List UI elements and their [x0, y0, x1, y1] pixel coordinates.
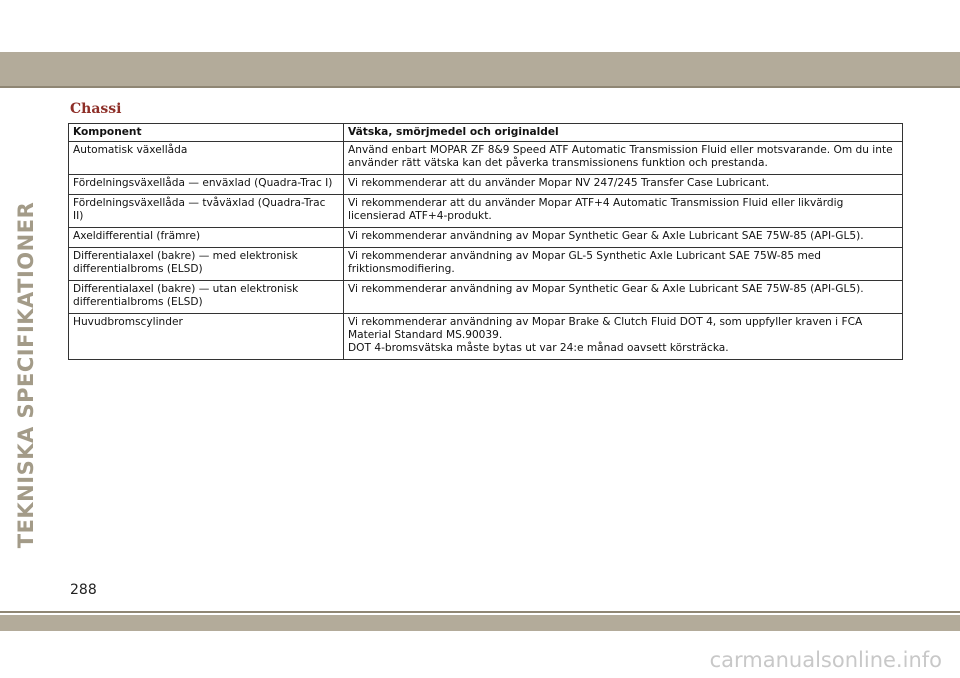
- spec-note: DOT 4-bromsvätska måste bytas ut var 24:e månad oavsett körsträcka.: [348, 342, 729, 354]
- side-chapter-label-text: TEKNISKA SPECIFIKATIONER: [14, 201, 38, 549]
- footer-band: [0, 615, 960, 631]
- component-cell: Differentialaxel (bakre) — utan elektronisk differentialbroms (ELSD): [69, 281, 344, 314]
- spec-cell: Använd enbart MOPAR ZF 8&9 Speed ATF Automatic Transmission Fluid eller motsvarande. Om du inte använder rätt vätska kan det påverka transmissionens funktion och prestanda.: [344, 142, 903, 175]
- table-row: [69, 195, 903, 228]
- spec-cell: Vi rekommenderar att du använder Mopar NV 247/245 Transfer Case Lubricant.: [344, 175, 903, 195]
- spec-cell: Vi rekommenderar att du använder Mopar ATF+4 Automatic Transmission Fluid eller likvärdig licensierad ATF+4-produkt.: [344, 195, 903, 228]
- spec-text: Vi rekommenderar användning av Mopar Brake & Clutch Fluid DOT 4, som uppfyller kraven i FCA Material Standard MS.90039.: [348, 316, 863, 341]
- table-row: [69, 248, 903, 281]
- header-rule: [0, 86, 960, 88]
- footer-rule: [0, 611, 960, 613]
- component-cell: Axeldifferential (främre): [69, 228, 344, 248]
- component-cell: Automatisk växellåda: [69, 142, 344, 175]
- table-row: [69, 142, 903, 175]
- spec-cell: [344, 314, 903, 360]
- section-title: Chassi: [70, 101, 122, 117]
- spec-cell: Vi rekommenderar användning av Mopar Synthetic Gear & Axle Lubricant SAE 75W-85 (API-GL5).: [344, 228, 903, 248]
- table-row: [69, 281, 903, 314]
- table-row: [69, 314, 903, 360]
- spec-cell: Vi rekommenderar användning av Mopar Synthetic Gear & Axle Lubricant SAE 75W-85 (API-GL5).: [344, 281, 903, 314]
- table-header-row: [69, 124, 903, 142]
- column-header-component: Komponent: [69, 124, 344, 142]
- table-row: [69, 228, 903, 248]
- site-watermark: carmanualsonline.info: [709, 648, 942, 672]
- component-cell: Fördelningsväxellåda — tvåväxlad (Quadra-Trac II): [69, 195, 344, 228]
- page-number: 288: [70, 582, 97, 598]
- spec-cell: Vi rekommenderar användning av Mopar GL-5 Synthetic Axle Lubricant SAE 75W-85 med friktionsmodifiering.: [344, 248, 903, 281]
- component-cell: Huvudbromscylinder: [69, 314, 344, 360]
- fluids-table: [68, 123, 903, 360]
- table-row: [69, 175, 903, 195]
- header-band: [0, 52, 960, 86]
- component-cell: Fördelningsväxellåda — enväxlad (Quadra-Trac I): [69, 175, 344, 195]
- column-header-spec: Vätska, smörjmedel och originaldel: [344, 124, 903, 142]
- component-cell: Differentialaxel (bakre) — med elektronisk differentialbroms (ELSD): [69, 248, 344, 281]
